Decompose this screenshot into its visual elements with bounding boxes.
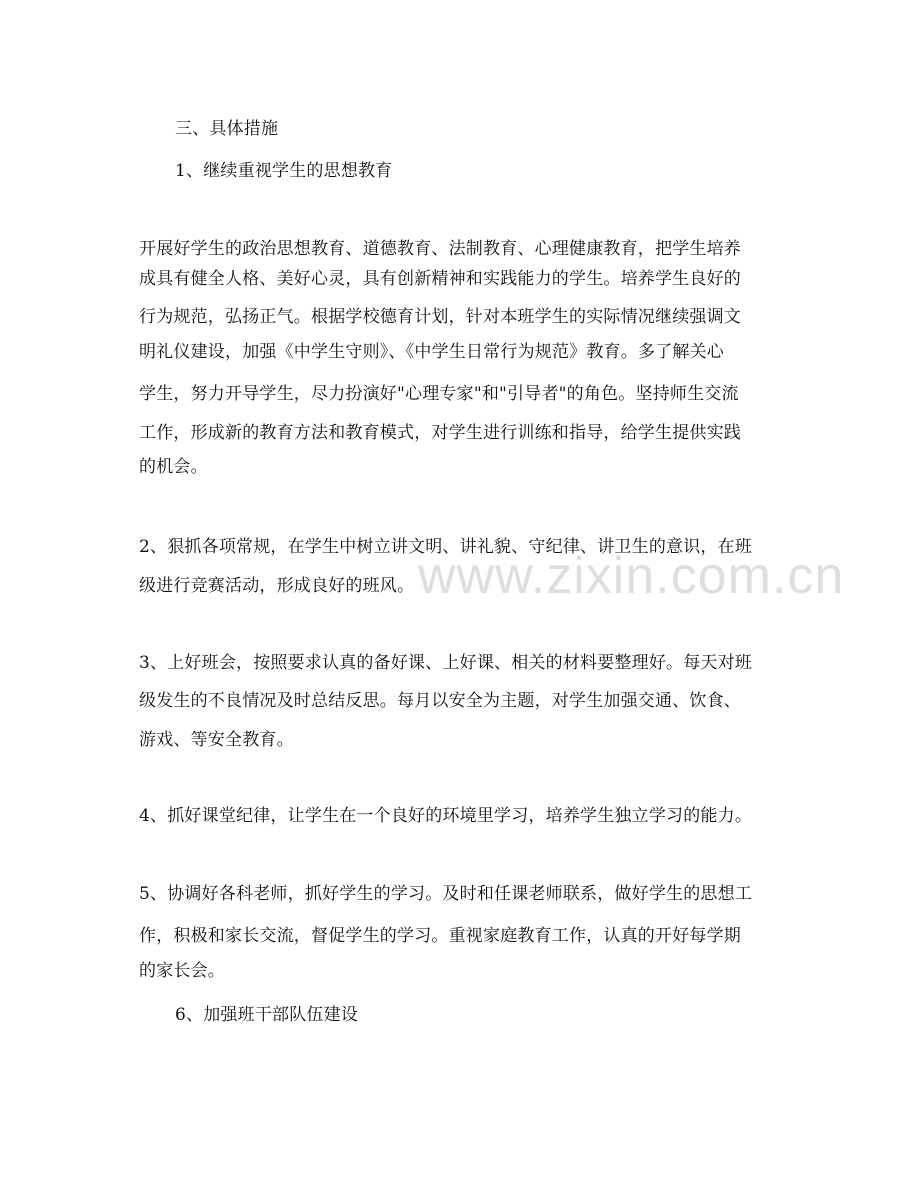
paragraph-5-line: 5、协调好各科老师，抓好学生的学习。及时和任课老师联系，做好学生的思想工: [139, 884, 753, 904]
watermark: www.zixin.com.cn: [418, 547, 845, 605]
paragraph-5-line: 的家长会。: [139, 961, 225, 981]
paragraph-1-line: 开展好学生的政治思想教育、道德教育、法制教育、心理健康教育，把学生培养: [139, 239, 741, 259]
paragraph-1-line: 成具有健全人格、美好心灵，具有创新精神和实践能力的学生。培养学生良好的: [139, 269, 741, 289]
paragraph-4-line: 4、抓好课堂纪律，让学生在一个良好的环境里学习，培养学生独立学习的能力。: [139, 806, 753, 826]
paragraph-3-line: 游戏、等安全教育。: [139, 730, 294, 750]
paragraph-1-line: 工作，形成新的教育方法和教育模式，对学生进行训练和指导，给学生提供实践: [139, 423, 741, 443]
paragraph-1-line: 明礼仪建设，加强《中学生守则》、《中学生日常行为规范》教育。多了解关心: [139, 342, 724, 362]
paragraph-2-line: 级进行竞赛活动，形成良好的班风。: [139, 576, 415, 596]
item-heading-6: 6、加强班干部队伍建设: [175, 1005, 359, 1025]
paragraph-3-line: 3、上好班会，按照要求认真的备好课、上好课、相关的材料要整理好。每天对班: [139, 653, 753, 673]
paragraph-1-line: 学生，努力开导学生，尽力扮演好"心理专家"和"引导者"的角色。坚持师生交流: [139, 384, 739, 404]
paragraph-5-line: 作，积极和家长交流，督促学生的学习。重视家庭教育工作，认真的开好每学期: [139, 926, 741, 946]
paragraph-3-line: 级发生的不良情况及时总结反思。每月以安全为主题，对学生加强交通、饮食、: [139, 691, 741, 711]
paragraph-1-line: 的机会。: [139, 457, 208, 477]
paragraph-1-line: 行为规范，弘扬正气。根据学校德育计划，针对本班学生的实际情况继续强调文: [139, 307, 741, 327]
paragraph-2-line: 2、狠抓各项常规，在学生中树立讲文明、讲礼貌、守纪律、讲卫生的意识，在班: [139, 537, 753, 557]
section-heading: 三、具体措施: [175, 119, 279, 139]
item-heading-1: 1、继续重视学生的思想教育: [175, 161, 393, 181]
